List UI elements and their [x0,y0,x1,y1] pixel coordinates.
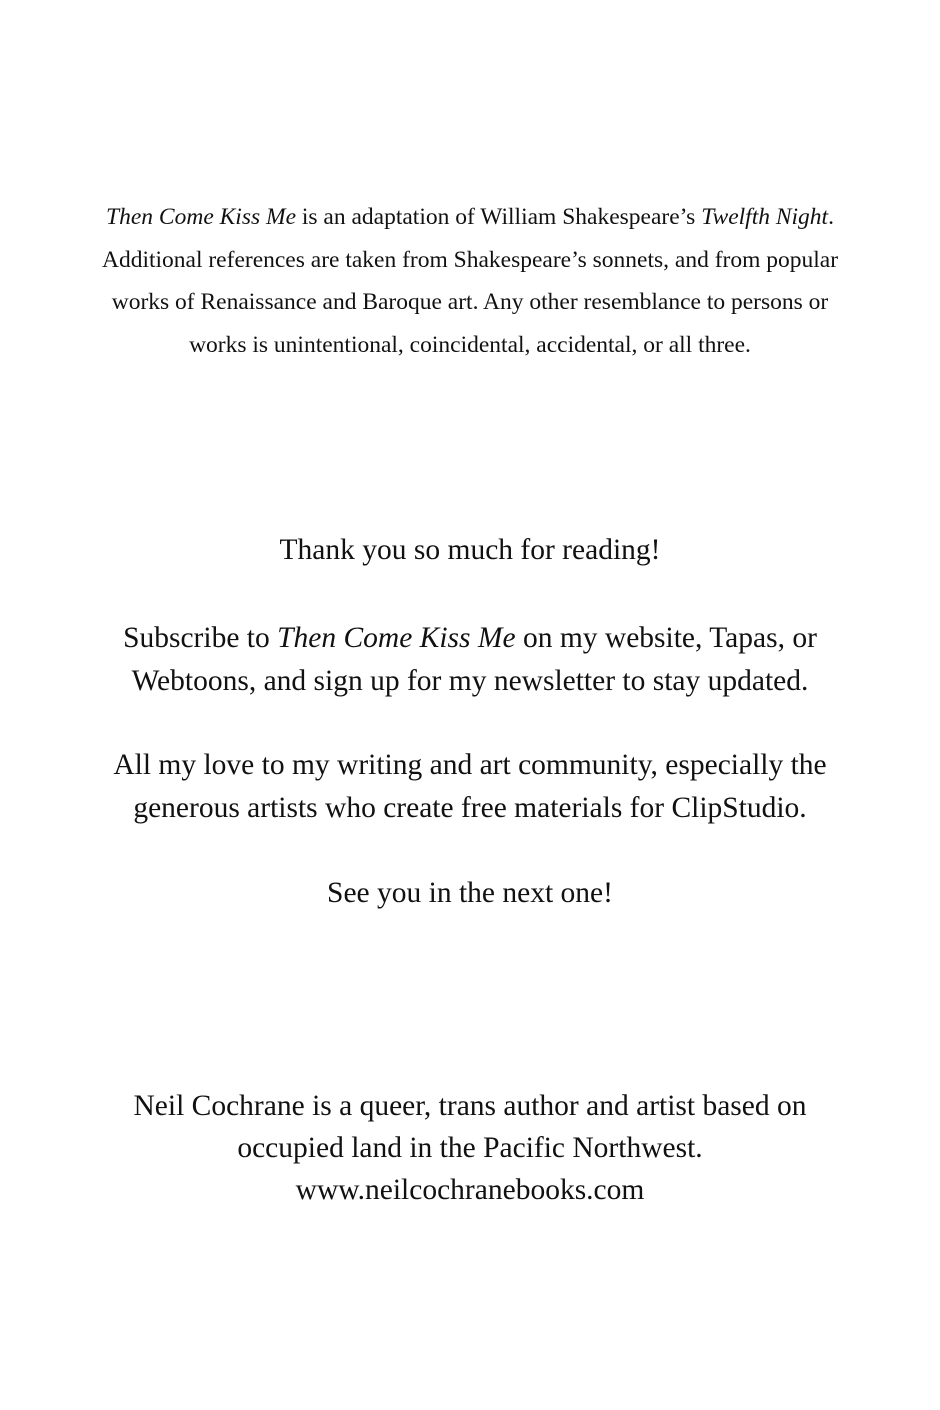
acknowledgement-line-1: All my love to my writing and art community, especially the [113,749,827,781]
subscribe-paragraph [0,617,940,703]
thanks-paragraph [0,529,940,572]
disclaimer-line-2: Additional references are taken from Shakespeare’s sonnets, and from popular [101,246,839,273]
subscribe-text-segment: Subscribe to [123,622,278,654]
author-bio [0,1085,940,1211]
disclaimer-period: . [828,204,834,230]
author-bio-line-1: Neil Cochrane is a queer, trans author and artist based on [133,1090,807,1122]
disclaimer-text-segment: is an adaptation of William Shakespeare’s [296,204,702,230]
thanks-text: Thank you so much for reading! [279,534,661,566]
subscribe-line-1 [0,617,940,660]
closing-text: See you in the next one! [327,877,613,909]
subscribe-text [0,617,940,703]
disclaimer-line-1 [0,196,940,239]
disclaimer-line-4: works is unintentional, coincidental, accidental, or all three. [189,331,751,358]
author-bio-line-2: occupied land in the Pacific Northwest. [237,1132,703,1164]
subscribe-text-segment: on my website, Tapas, or [515,622,817,654]
closing-paragraph [0,872,940,915]
disclaimer-text [0,196,940,366]
disclaimer-line-3: works of Renaissance and Baroque art. Any other resemblance to persons or [111,289,829,315]
source-play-title: Twelfth Night [701,204,829,230]
author-bio-text [0,1085,940,1211]
book-title: Then Come Kiss Me [277,622,516,654]
author-website: www.neilcochranebooks.com [295,1174,645,1206]
acknowledgement-line-2: generous artists who create free materials for ClipStudio. [133,792,807,824]
acknowledgement-text [0,744,940,830]
disclaimer-paragraph [0,196,940,366]
subscribe-line-2: Webtoons, and sign up for my newsletter to stay updated. [131,665,809,697]
acknowledgement-paragraph [0,744,940,830]
book-title: Then Come Kiss Me [106,204,296,230]
